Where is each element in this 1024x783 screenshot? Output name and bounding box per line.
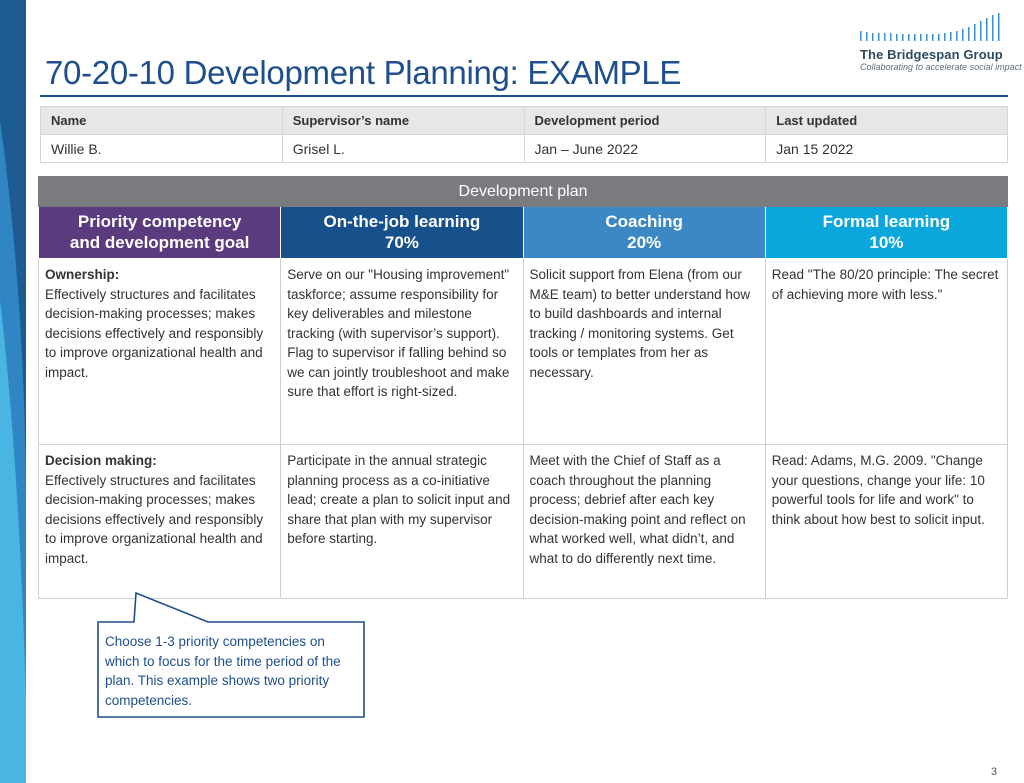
- info-header-supervisor: Supervisor’s name: [282, 107, 524, 135]
- competency-cell[interactable]: [39, 445, 281, 599]
- table-row: [39, 445, 1008, 599]
- info-header-updated: Last updated: [766, 107, 1008, 135]
- logo-tagline: Collaborating to accelerate social impact: [860, 62, 1022, 72]
- formal-learning-cell[interactable]: Read "The 80/20 principle: The secret of achieving more with less.": [765, 259, 1007, 445]
- title-divider: [40, 95, 1008, 97]
- info-header-period: Development period: [524, 107, 766, 135]
- plan-title-row: [39, 177, 1008, 207]
- info-value-row: [41, 135, 1008, 163]
- left-decorative-band: [0, 0, 26, 783]
- column-header-line1: Coaching: [605, 212, 683, 231]
- info-header-row: [41, 107, 1008, 135]
- on-the-job-cell[interactable]: Participate in the annual strategic planning process as a co-initiative lead; create a plan to solicit input and share that plan with my supervisor before starting.: [281, 445, 523, 599]
- coaching-cell[interactable]: Solicit support from Elena (from our M&E team) to better understand how to build dashboards and internal tracking / monitoring systems. Get tools or templates from her as necessary.: [523, 259, 765, 445]
- info-value-period[interactable]: Jan – June 2022: [524, 135, 766, 163]
- column-header-line1: On-the-job learning: [323, 212, 481, 231]
- page-number: 3: [991, 766, 998, 778]
- column-header-on-the-job: [281, 207, 523, 259]
- formal-learning-cell[interactable]: Read: Adams, M.G. 2009. "Change your questions, change your life: 10 powerful tools for life and work" to think about how best to solicit input.: [765, 445, 1007, 599]
- info-value-name[interactable]: Willie B.: [41, 135, 283, 163]
- plan-header-row: [39, 207, 1008, 259]
- info-header-name: Name: [41, 107, 283, 135]
- column-header-formal: [765, 207, 1007, 259]
- table-row: [39, 259, 1008, 445]
- plan-title: Development plan: [39, 177, 1008, 207]
- column-header-line2: and development goal: [69, 233, 250, 252]
- page-title: 70-20-10 Development Planning: EXAMPLE: [45, 54, 682, 91]
- bridgespan-logo: [858, 13, 1022, 73]
- column-header-line2: 70%: [384, 233, 419, 252]
- column-header-line2: 10%: [869, 233, 904, 252]
- coaching-cell[interactable]: Meet with the Chief of Staff as a coach throughout the planning process; debrief after each key decision-making point and reflect on what worked well, what didn’t, and what to do differently next time.: [523, 445, 765, 599]
- competency-title: Decision making:: [45, 453, 157, 468]
- info-value-supervisor[interactable]: Grisel L.: [282, 135, 524, 163]
- competency-cell[interactable]: [39, 259, 281, 445]
- competency-title: Ownership:: [45, 267, 120, 282]
- development-plan-table: [38, 176, 1008, 599]
- on-the-job-cell[interactable]: Serve on our "Housing improvement" taskforce; assume responsibility for key deliverables and milestone tracking (with supervisor’s support). Flag to supervisor if falling behind so we can jointly troubleshoot and make sure that effort is right-sized.: [281, 259, 523, 445]
- competency-goal: Effectively structures and facilitates decision-making processes; makes decisions effectively and responsibly to improve organizational health and impact.: [45, 286, 264, 380]
- column-header-line1: Formal learning: [822, 212, 951, 231]
- info-value-updated[interactable]: Jan 15 2022: [766, 135, 1008, 163]
- logo-name: The Bridgespan Group: [860, 47, 1003, 62]
- column-header-coaching: [523, 207, 765, 259]
- info-table: [40, 106, 1008, 163]
- competency-goal: Effectively structures and facilitates decision-making processes; makes decisions effectively and responsibly to improve organizational health and impact.: [45, 472, 264, 566]
- column-header-competency: [39, 207, 281, 259]
- callout-text: Choose 1-3 priority competencies on which to focus for the time period of the plan. This example shows two priority competencies.: [105, 634, 341, 708]
- column-header-line1: Priority competency: [77, 212, 242, 231]
- logo-bars-icon: [860, 13, 1008, 43]
- column-header-line2: 20%: [627, 233, 662, 252]
